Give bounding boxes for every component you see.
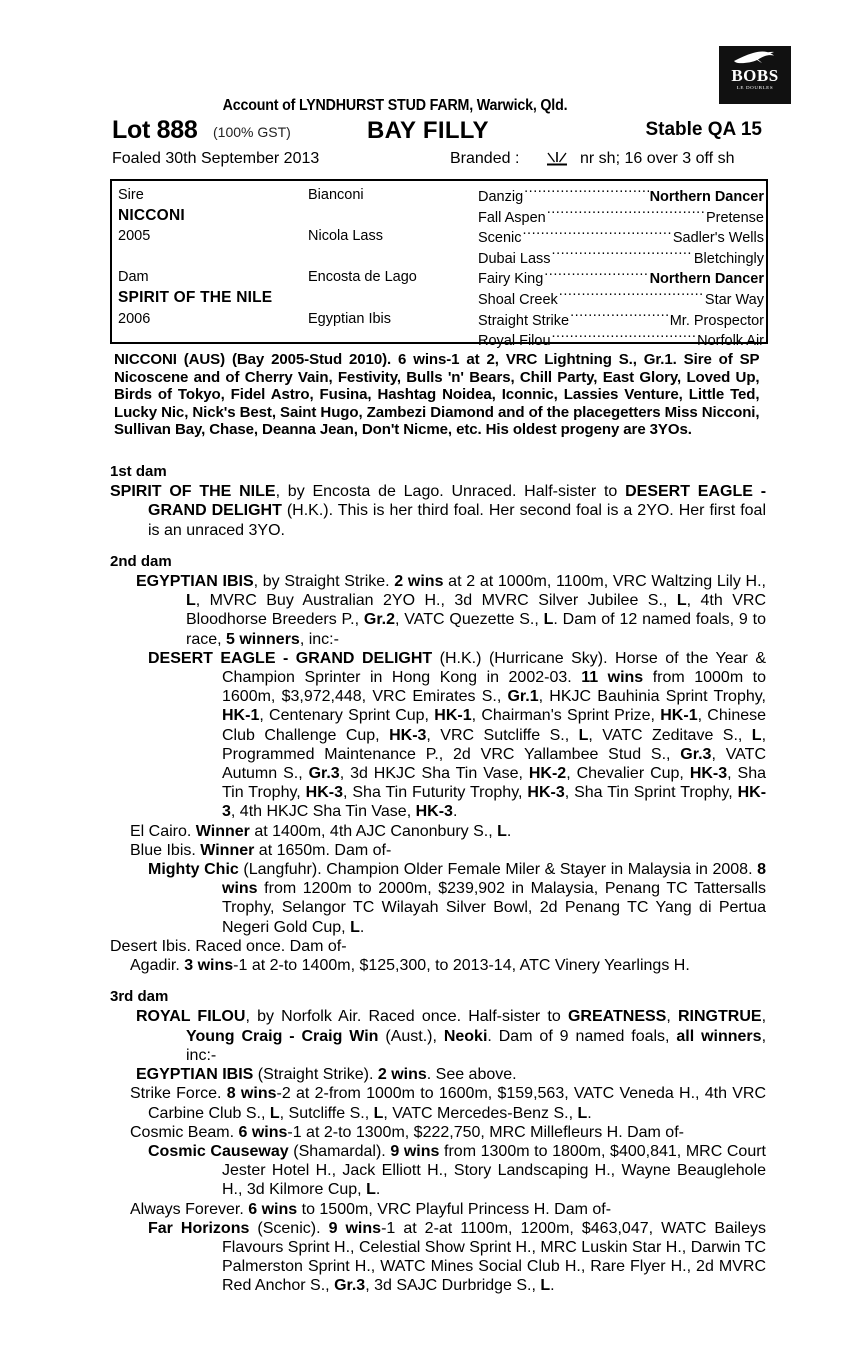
pedigree-cell-dam-name: SPIRIT OF THE NILE <box>118 288 273 306</box>
branded-label: Branded : <box>450 150 520 167</box>
progeny-paragraph: Strike Force. 8 wins-2 at 2-from 1000m to 1600m, $159,563, VATC Veneda H., 4th VRC Carbine Club S., L, Sutcliffe S., L, VATC Mercedes-Benz S., L. <box>130 1085 767 1122</box>
progeny-paragraph: Mighty Chic (Langfuhr). Champion Older Female Miler & Stayer in Malaysia in 2008. 8 wins from 1200m to 2000m, $239,902 in Malaysia, Penang TC Tattersalls Trophy, Selangor TC Wilayah Silver Bowl, 2d Penang TC Yang di Pertua Negeri Gold Cup, L. <box>148 861 767 936</box>
pedigree-cell: Bianconi <box>308 187 364 203</box>
progeny-paragraph: Agadir. 3 wins-1 at 2-to 1400m, $125,300, to 2013-14, ATC Vinery Yearlings H. <box>130 957 690 975</box>
pedigree-cell: 2005 <box>118 228 151 245</box>
progeny-paragraph: Desert Ibis. Raced once. Dam of- <box>110 937 347 955</box>
pedigree-cell: Star Way <box>704 291 764 308</box>
pedigree-cell: Fall Aspen <box>478 209 546 226</box>
third-dam-paragraph: ROYAL FILOU, by Norfolk Air. Raced once. Half-sister to GREATNESS, RINGTRUE, Young Craig - Craig Win (Aust.), Neoki. Dam of 9 named foals, all winners, inc:- <box>136 1008 767 1064</box>
dot-leader <box>544 267 648 283</box>
dot-leader <box>552 247 693 263</box>
third-dam-heading: 3rd dam <box>110 988 169 1006</box>
pedigree-leader-row <box>478 206 764 227</box>
first-dam-paragraph: SPIRIT OF THE NILE, by Encosta de Lago. Unraced. Half-sister to DESERT EAGLE - GRAND DELIGHT (H.K.). This is her third foal. Her second foal is a 2YO. Her first foal is an unraced 3YO. <box>110 483 767 539</box>
sire-summary-paragraph: NICCONI (AUS) (Bay 2005-Stud 2010). 6 wins-1 at 2, VRC Lightning S., Gr.1. Sire of SP Nicoscene and of Cherry Vain, Festivity, Bulls 'n' Bears, Chill Party, East Glory, Loved Up, Birds of Tokyo, Fidel Astro, Fusina, Hashtag Noidea, Iconnic, Lassies Venture, Little Ted, Lucky Nic, Nick's Best, Saint Hugo, Zambezi Diamond and of the placegetters Miss Nicconi, Sullivan Bay, Chase, Deanna Jean, Don't Nicme, etc. His oldest progeny are 3YOs. <box>114 351 760 439</box>
pedigree-cell: Northern Dancer <box>649 189 764 205</box>
bobs-subtitle: LE DOUBLES <box>736 86 774 91</box>
pedigree-cell: Royal Filou <box>478 333 551 350</box>
pedigree-column-grandparents <box>308 185 478 350</box>
pedigree-leader-row <box>478 329 764 350</box>
pedigree-leader-row <box>478 185 764 206</box>
dot-leader <box>570 309 669 325</box>
lot-number: Lot 888 <box>112 116 198 144</box>
pedigree-cell: Fairy King <box>478 271 544 288</box>
second-dam-paragraph: EGYPTIAN IBIS, by Straight Strike. 2 wins at 2 at 1000m, 1100m, VRC Waltzing Lily H., L, MVRC Buy Australian 2YO H., 3d MVRC Silver Jubilee S., L, 4th VRC Bloodhorse Breeders P., Gr.2, VATC Quezette S., L. Dam of 12 named foals, 9 to race, 5 winners, inc:- <box>136 573 767 648</box>
pedigree-cell: Dam <box>118 269 149 286</box>
foaled-date: Foaled 30th September 2013 <box>112 150 320 167</box>
pedigree-table <box>110 179 768 350</box>
pedigree-cell: Northern Dancer <box>649 271 764 288</box>
pedigree-cell: Scenic <box>478 230 522 247</box>
branded-description: nr sh; 16 over 3 off sh <box>580 150 735 167</box>
progeny-paragraph: Always Forever. 6 wins to 1500m, VRC Playful Princess H. Dam of- <box>130 1200 612 1218</box>
pedigree-cell <box>308 329 478 350</box>
pedigree-cell: Pretense <box>705 209 764 226</box>
pedigree-leader-row <box>478 247 764 268</box>
pedigree-narrative <box>110 462 766 1296</box>
pedigree-leader-row <box>478 309 764 330</box>
pedigree-cell: Shoal Creek <box>478 291 558 308</box>
progeny-paragraph: Far Horizons (Scenic). 9 wins-1 at 2-at 1100m, 1200m, $463,047, WATC Baileys Flavours Sprint H., Celestial Show Sprint H., MRC Luskin Star H., Darwin TC Palmerston Sprint H., WATC Mines Social Club H., Rare Flyer H., 2d MVRC Red Anchor S., Gr.3, 3d SAJC Durbridge S., L. <box>148 1219 767 1295</box>
pedigree-cell: 2006 <box>118 310 151 327</box>
second-dam-heading: 2nd dam <box>110 552 172 570</box>
pedigree-cell: Norfolk Air <box>697 333 764 350</box>
dot-leader <box>523 226 672 242</box>
bobs-logo <box>719 46 791 104</box>
pedigree-leader-row <box>478 288 764 309</box>
colour-and-sex: BAY FILLY <box>367 117 489 144</box>
pedigree-leader-row <box>478 267 764 288</box>
pedigree-cell: Sire <box>118 187 144 203</box>
pedigree-cell: Encosta de Lago <box>308 269 417 286</box>
progeny-paragraph: DESERT EAGLE - GRAND DELIGHT (H.K.) (Hurricane Sky). Horse of the Year & Champion Sprinter in Hong Kong in 2002-03. 11 wins from 1000m to 1600m, $3,972,448, VRC Emirates S., Gr.1, HKJC Bauhinia Sprint Trophy, HK-1, Centenary Sprint Cup, HK-1, Chairman's Sprint Prize, HK-1, Chinese Club Challenge Cup, HK-3, VRC Sutcliffe S., L, VATC Zeditave S., L, Programmed Maintenance P., 2d VRC Yallambee Stud S., Gr.3, VATC Autumn S., Gr.3, 3d HKJC Sha Tin Vase, HK-2, Chevalier Cup, HK-3, Sha Tin Trophy, HK-3, Sha Tin Futurity Trophy, HK-3, Sha Tin Sprint Trophy, HK-3, 4th HKJC Sha Tin Vase, HK-3. <box>148 649 767 821</box>
bobs-wordmark: BOBS <box>731 66 779 85</box>
pedigree-leader-row <box>478 226 764 247</box>
progeny-paragraph: EGYPTIAN IBIS (Straight Strike). 2 wins. See above. <box>136 1066 517 1084</box>
progeny-paragraph: Blue Ibis. Winner at 1650m. Dam of- <box>130 841 392 859</box>
pedigree-cell: Straight Strike <box>478 312 570 329</box>
pedigree-cell: Dubai Lass <box>478 250 551 267</box>
dot-leader <box>559 288 704 304</box>
pedigree-cell <box>308 206 478 227</box>
pedigree-cell: Sadler's Wells <box>672 230 764 247</box>
progeny-paragraph: El Cairo. Winner at 1400m, 4th AJC Canonbury S., L. <box>130 822 512 840</box>
pedigree-cell: Egyptian Ibis <box>308 310 392 327</box>
pedigree-cell: Danzig <box>478 189 524 205</box>
pedigree-cell: Mr. Prospector <box>669 312 764 329</box>
pedigree-cell-sire-name: NICCONI <box>118 206 185 224</box>
pedigree-cell <box>308 247 478 268</box>
lot-gst-note: (100% GST) <box>213 124 291 140</box>
pedigree-cell: Nicola Lass <box>308 228 383 245</box>
progeny-paragraph: Cosmic Beam. 6 wins-1 at 2-to 1300m, $222,750, MRC Millefleurs H. Dam of- <box>130 1123 684 1141</box>
dot-leader <box>552 329 697 345</box>
foaled-branded-row <box>112 150 762 172</box>
lot-header-row <box>112 116 762 144</box>
first-dam-heading: 1st dam <box>110 463 167 480</box>
pedigree-column-parents <box>118 185 308 350</box>
stable-label: Stable QA 15 <box>645 119 762 140</box>
account-line: Account of LYNDHURST STUD FARM, Warwick, Qld. <box>222 97 568 114</box>
progeny-paragraph: Cosmic Causeway (Shamardal). 9 wins from 1300m to 1800m, $400,841, MRC Court Jester Hotel H., Jack Elliott H., Story Landscaping H., Wayne Beauglehole H., 3d Kilmore Cup, L. <box>148 1142 766 1199</box>
pedigree-cell <box>118 329 308 350</box>
pedigree-cell: Bletchingly <box>693 250 764 267</box>
brand-symbol-icon <box>544 151 570 169</box>
dot-leader <box>547 206 705 222</box>
pedigree-column-greatgrandparents <box>478 185 764 350</box>
dot-leader <box>524 185 648 201</box>
pedigree-cell <box>118 247 308 268</box>
horse-silhouette-icon <box>732 49 778 67</box>
pedigree-cell <box>308 288 478 309</box>
